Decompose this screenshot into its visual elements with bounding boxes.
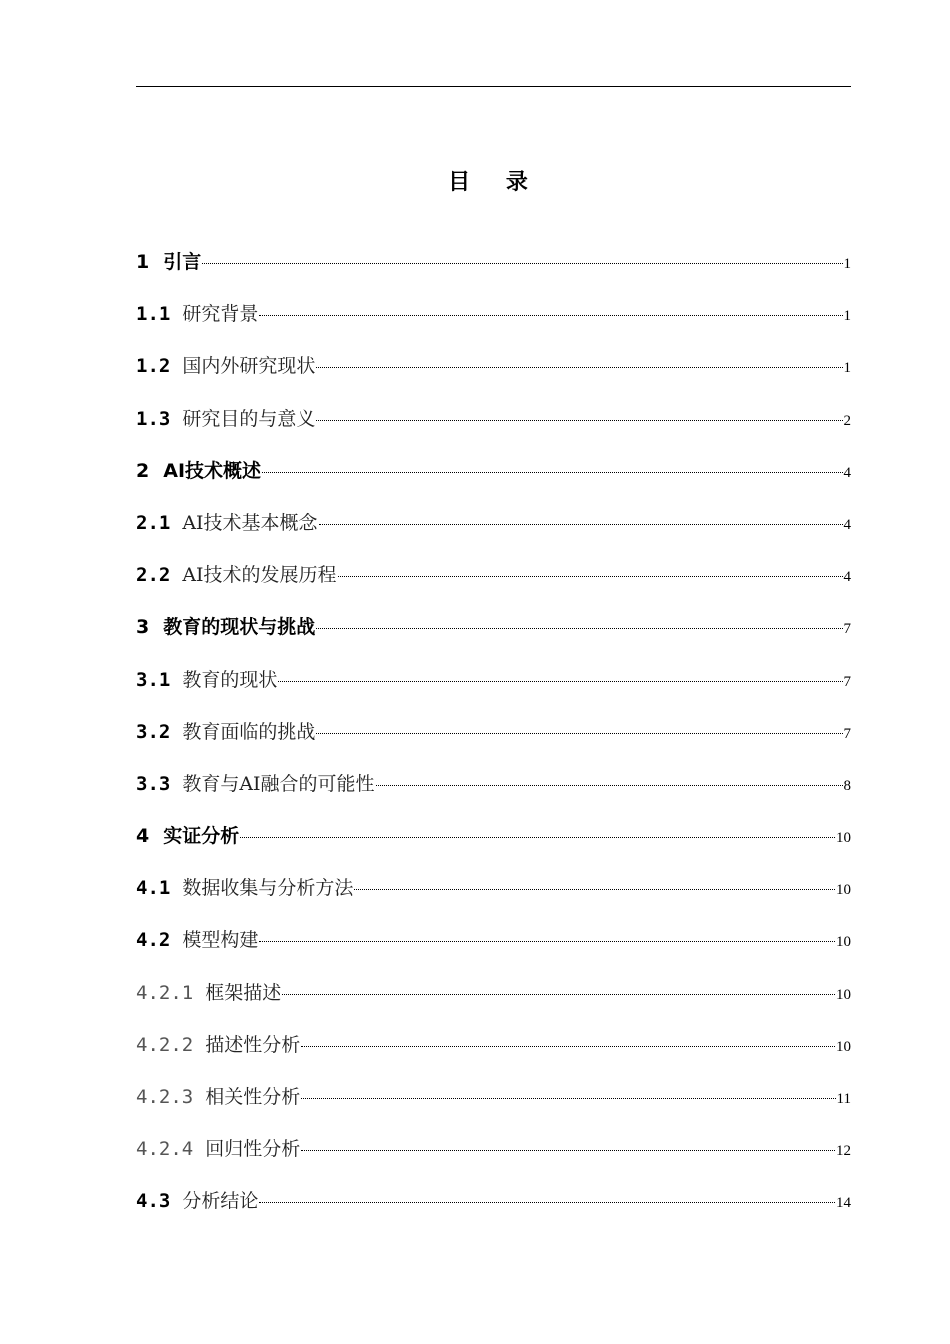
toc-entry-label: 研究背景 (182, 303, 259, 326)
toc-entry-page: 14 (836, 1195, 851, 1212)
toc-title: 目 录 (448, 170, 542, 195)
toc-entry[interactable] (136, 1082, 851, 1134)
toc-entry[interactable] (136, 612, 851, 664)
toc-entry-label: 模型构建 (182, 929, 259, 952)
toc-entry[interactable] (136, 1030, 851, 1082)
toc-entry[interactable] (136, 717, 851, 769)
dot-leader (354, 889, 835, 890)
toc-entry-page: 1 (843, 256, 851, 272)
toc-entry[interactable] (136, 1134, 851, 1186)
dot-leader (262, 472, 842, 473)
toc-entry-label: 国内外研究现状 (182, 355, 316, 378)
dot-leader (259, 1202, 835, 1203)
toc-entry[interactable] (136, 1186, 851, 1238)
toc-entry-number: 4.2 (136, 929, 171, 952)
toc-entry[interactable] (136, 508, 851, 560)
dot-leader (278, 681, 842, 682)
toc-entry-number: 4.2.1 (136, 981, 194, 1004)
toc-entry[interactable] (136, 978, 851, 1030)
toc-entry-page: 10 (836, 934, 851, 951)
toc-entry[interactable] (136, 351, 851, 403)
toc-entry[interactable] (136, 665, 851, 717)
dot-leader (316, 628, 842, 629)
dot-leader (259, 941, 835, 942)
toc-entry-page: 1 (843, 308, 851, 325)
toc-entry-number: 4.2.4 (136, 1138, 194, 1161)
toc-entry-number: 1.2 (136, 355, 171, 378)
toc-entry-number: 1.3 (136, 407, 171, 430)
toc-entry-label: AI技术基本概念 (182, 511, 318, 534)
toc-entry-label: 引言 (163, 251, 202, 273)
toc-entry-number: 3 (136, 616, 150, 639)
toc-entry[interactable] (136, 821, 851, 873)
dot-leader (338, 576, 843, 577)
toc-entry-number: 3.1 (136, 668, 171, 691)
toc-entry-label: AI技术的发展历程 (182, 564, 337, 587)
toc-entry-number: 4.2.2 (136, 1033, 194, 1056)
toc-entry-page: 2 (843, 412, 851, 429)
toc-entry-page: 10 (836, 1038, 851, 1055)
toc-entry-page: 10 (836, 830, 851, 847)
toc-entry[interactable] (136, 769, 851, 821)
toc-entry-number: 2 (136, 459, 150, 482)
toc-entry-label: 相关性分析 (205, 1086, 301, 1108)
toc-entry-page: 8 (843, 777, 851, 794)
toc-entry-page: 7 (843, 725, 851, 742)
dot-leader (319, 524, 843, 525)
header-rule (136, 86, 851, 87)
toc-entry-label: 教育面临的挑战 (182, 720, 316, 743)
toc-entry-page: 7 (843, 621, 851, 638)
toc-entry-number: 4.2.3 (136, 1086, 194, 1108)
toc-entry-page: 4 (843, 464, 851, 481)
toc-entry-number: 1.1 (136, 303, 171, 326)
dot-leader (316, 733, 842, 734)
dot-leader (316, 420, 842, 421)
toc-entry[interactable] (136, 247, 851, 299)
toc-entry-label: 研究目的与意义 (182, 407, 316, 430)
toc-entry-page: 1 (843, 360, 851, 377)
toc-entry-label: 描述性分析 (205, 1033, 301, 1056)
dot-leader (259, 315, 842, 316)
dot-leader (301, 1098, 835, 1099)
toc-entry-page: 4 (843, 516, 851, 533)
toc-entry-label: 教育与AI融合的可能性 (182, 772, 375, 795)
toc-entry-page: 12 (836, 1143, 851, 1160)
toc-entry[interactable] (136, 299, 851, 351)
toc-entry-page: 10 (836, 986, 851, 1003)
toc-entry[interactable] (136, 873, 851, 925)
toc-entry-number: 4 (136, 825, 150, 848)
toc-entry-page: 11 (836, 1091, 851, 1107)
toc-entry-number: 2.2 (136, 564, 171, 587)
toc-entry[interactable] (136, 925, 851, 977)
toc-entry-number: 3.2 (136, 720, 171, 743)
dot-leader (202, 263, 842, 264)
dot-leader (282, 994, 835, 995)
toc-entry-number: 4.3 (136, 1190, 171, 1213)
toc-entry-number: 1 (136, 251, 150, 273)
toc-entry-label: 实证分析 (163, 825, 240, 848)
dot-leader (240, 837, 835, 838)
toc-entry-number: 2.1 (136, 511, 171, 534)
toc-entry-label: 框架描述 (205, 981, 282, 1004)
toc-entry-page: 7 (843, 673, 851, 690)
toc-entry-label: 回归性分析 (205, 1138, 301, 1161)
toc-entry-number: 4.1 (136, 877, 171, 900)
table-of-contents (136, 247, 851, 1239)
toc-entry-page: 4 (843, 569, 851, 586)
dot-leader (301, 1046, 835, 1047)
toc-entry[interactable] (136, 560, 851, 612)
dot-leader (376, 785, 843, 786)
toc-entry-label: AI技术概述 (163, 459, 262, 482)
dot-leader (301, 1150, 835, 1151)
toc-entry-number: 3.3 (136, 772, 171, 795)
toc-entry-label: 教育的现状 (182, 668, 278, 691)
toc-entry[interactable] (136, 404, 851, 456)
dot-leader (316, 367, 842, 368)
toc-entry[interactable] (136, 456, 851, 508)
toc-entry-page: 10 (836, 882, 851, 899)
toc-entry-label: 数据收集与分析方法 (182, 877, 354, 900)
toc-entry-label: 分析结论 (182, 1190, 259, 1213)
toc-entry-label: 教育的现状与挑战 (163, 616, 316, 639)
